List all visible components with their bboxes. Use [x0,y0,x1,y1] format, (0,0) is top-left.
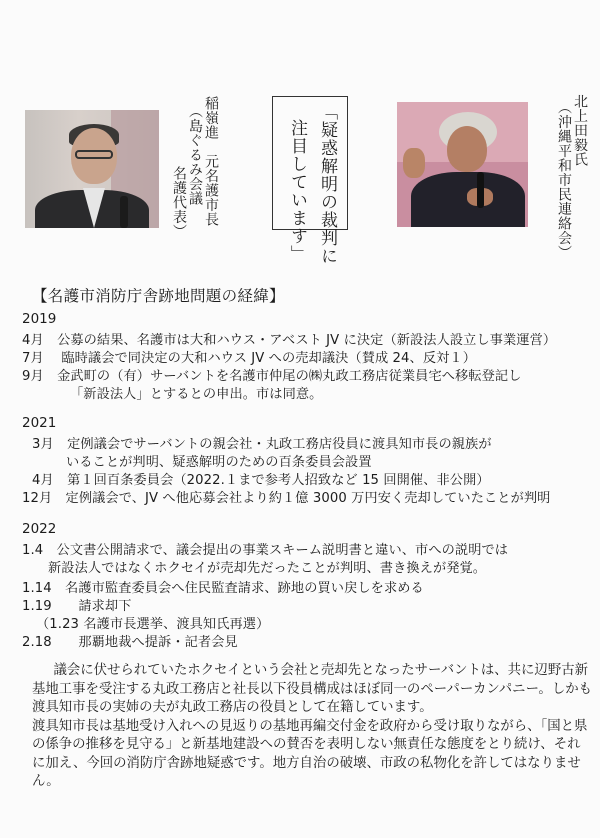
timeline-entry: 12月 定例議会で、JV へ他応募会社より約１億 3000 万円安く売却していたことが判明 [22,491,551,506]
timeline-entry-continued: （1.23 名護市長選挙、渡具知氏再選） [36,617,270,632]
timeline-entry: 1.14 名護市監査委員会へ住民監査請求、跡地の買い戻しを求める [22,581,424,596]
section-heading: 【名護市消防庁舎跡地問題の経緯】 [32,287,285,305]
photo-inamine [25,110,159,228]
caption-left-affiliation: （島ぐるみ会議 [187,104,203,206]
timeline-entry: 4月 第１回百条委員会（2022.１まで参考人招致など 15 回開催、非公開） [32,473,490,488]
caption-left-name: 稲嶺進 元名護市長 [203,96,219,227]
timeline-entry-continued: いることが判明、疑惑解明のための百条委員会設置 [66,455,372,470]
microphone-shape [120,196,128,228]
glasses-shape [75,150,113,159]
caption-right-affiliation: （沖縄平和市民連絡会） [556,100,572,260]
timeline-entry-continued: 新設法人ではなくホクセイが売却先だったことが判明、書き換えが発覚。 [48,561,487,576]
timeline-entry: 3月 定例議会でサーバントの親会社・丸政工務店役員に渡具知市長の親族が [32,437,492,452]
photo-kitaueda [397,102,528,227]
microphone-shape [477,172,484,208]
commentary-paragraph: 渡具知市長は基地受け入れへの見返りの基地再編交付金を政府から受け取りながら、「国と県の係争の推移を見守る」と新基地建設への賛否を表明しない無責任な態度をとり続け、それに加え、今回の消防庁舎跡地疑惑です。地方自治の破壊、市政の私物化を許してはなりません。 [32,718,588,789]
year-2021: 2021 [22,415,57,431]
face-shape [447,126,487,172]
raised-hand-shape [403,148,425,178]
timeline-entry: 1.4 公文書公開請求で、議会提出の事業スキーム説明書と違い、市への説明では [22,543,509,558]
timeline-entry: 4月 公募の結果、名護市は大和ハウス・アベスト JV に決定（新設法人設立し事業運営） [22,333,557,348]
timeline-entry: 1.19 請求却下 [22,599,132,614]
timeline-entry: 2.18 那覇地裁へ提訴・記者会見 [22,635,238,650]
timeline-entry: 9月 金武町の（有）サーバントを名護市仲尾の㈱丸政工務店従業員宅へ移転登記し [22,369,522,384]
quote-line-2: 注目しています」 [287,119,307,263]
year-2019: 2019 [22,311,57,327]
timeline-entry-continued: 「新設法人」とするとの申出。市は同意。 [70,387,323,402]
year-2022: 2022 [22,521,57,537]
caption-left-role: 名護代表） [171,166,187,239]
commentary-paragraph: 議会に伏せられていたホクセイという会社と売却先となったサーバントは、共に辺野古新基地工事を受注する丸政工務店と社長以下役員構成はほぼ同一のペーパーカンパニー。しかも渡具知市長の実姉の夫が丸政工務店の役員として在籍しています。 [32,663,592,715]
commentary [32,662,592,792]
quote-line-1: 「疑惑解明の裁判に [317,103,337,265]
quote-box [272,96,348,265]
timeline-entry: 7月 臨時議会で同決定の大和ハウス JV への売却議決（賛成 24、反対１） [22,351,476,366]
caption-right-name: 北上田毅氏 [572,94,588,167]
